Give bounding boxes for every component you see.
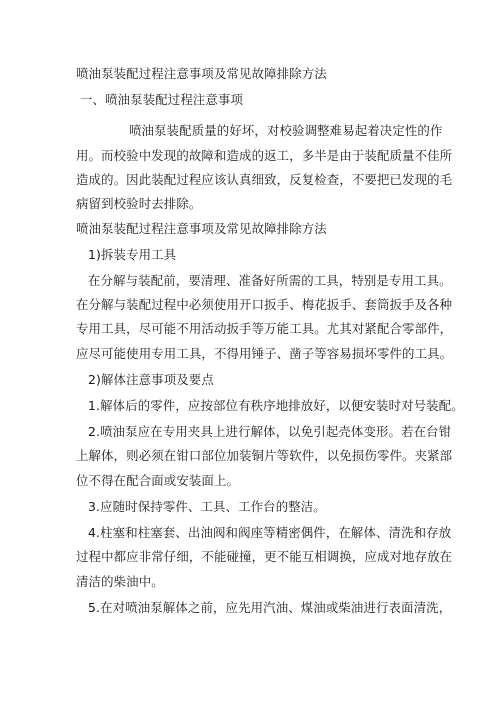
paragraph-line: 应尽可能使用专用工具，不得用锤子、凿子等容易损坏零件的工具。 [76, 346, 453, 361]
list-item-line: 4.柱塞和柱塞套、出油阀和阀座等精密偶件，在解体、清洗和存放 [88, 525, 452, 540]
paragraph-line: 专用工具，尽可能不用活动扳手等万能工具。尤其对紧配合零部件， [76, 321, 453, 336]
list-item-line: 上解体，则必须在钳口部位加装铜片等软件，以免损伤零件。夹紧部 [76, 448, 453, 463]
section-heading: 一、喷油泵装配过程注意事项 [80, 92, 244, 107]
list-item-line: 清洁的柴油中。 [76, 574, 164, 589]
list-item-line: 3.应随时保持零件、工具、工作台的整洁。 [88, 499, 326, 514]
list-item-line: 1.解体后的零件，应按部位有秩序地排放好，以便安装时对号装配。 [88, 398, 464, 413]
subsection-heading: 2)解体注意事项及要点 [88, 372, 214, 387]
paragraph-line: 造成的。因此装配过程应该认真细致，反复检查，不要把已发现的毛 [76, 172, 453, 187]
paragraph-line: 用。而校验中发现的故障和造成的返工，多半是由于装配质量不佳所 [76, 148, 453, 163]
paragraph-line: 在分解与装配前，要清理、准备好所需的工具，特别是专用工具。 [88, 273, 452, 288]
repeated-title: 喷油泵装配过程注意事项及常见故障排除方法 [76, 221, 327, 236]
list-item-line: 过程中都应非常仔细，不能碰撞，更不能互相调换，应成对地存放在 [76, 549, 453, 564]
subsection-heading: 1)拆装专用工具 [88, 247, 177, 262]
paragraph-line: 在分解与装配过程中必须使用开口扳手、梅花扳手、套筒扳手及各种 [76, 297, 453, 312]
document-title: 喷油泵装配过程注意事项及常见故障排除方法 [76, 66, 327, 81]
list-item-line: 5.在对喷油泵解体之前，应先用汽油、煤油或柴油进行表面清洗， [88, 600, 452, 615]
paragraph-line: 病留到校验时去排除。 [76, 196, 202, 211]
list-item-line: 2.喷油泵应在专用夹具上进行解体，以免引起壳体变形。若在台钳 [88, 424, 452, 439]
list-item-line: 位不得在配合面或安装面上。 [76, 473, 240, 488]
paragraph-line: 喷油泵装配质量的好坏，对校验调整难易起着决定性的作 [129, 123, 443, 138]
